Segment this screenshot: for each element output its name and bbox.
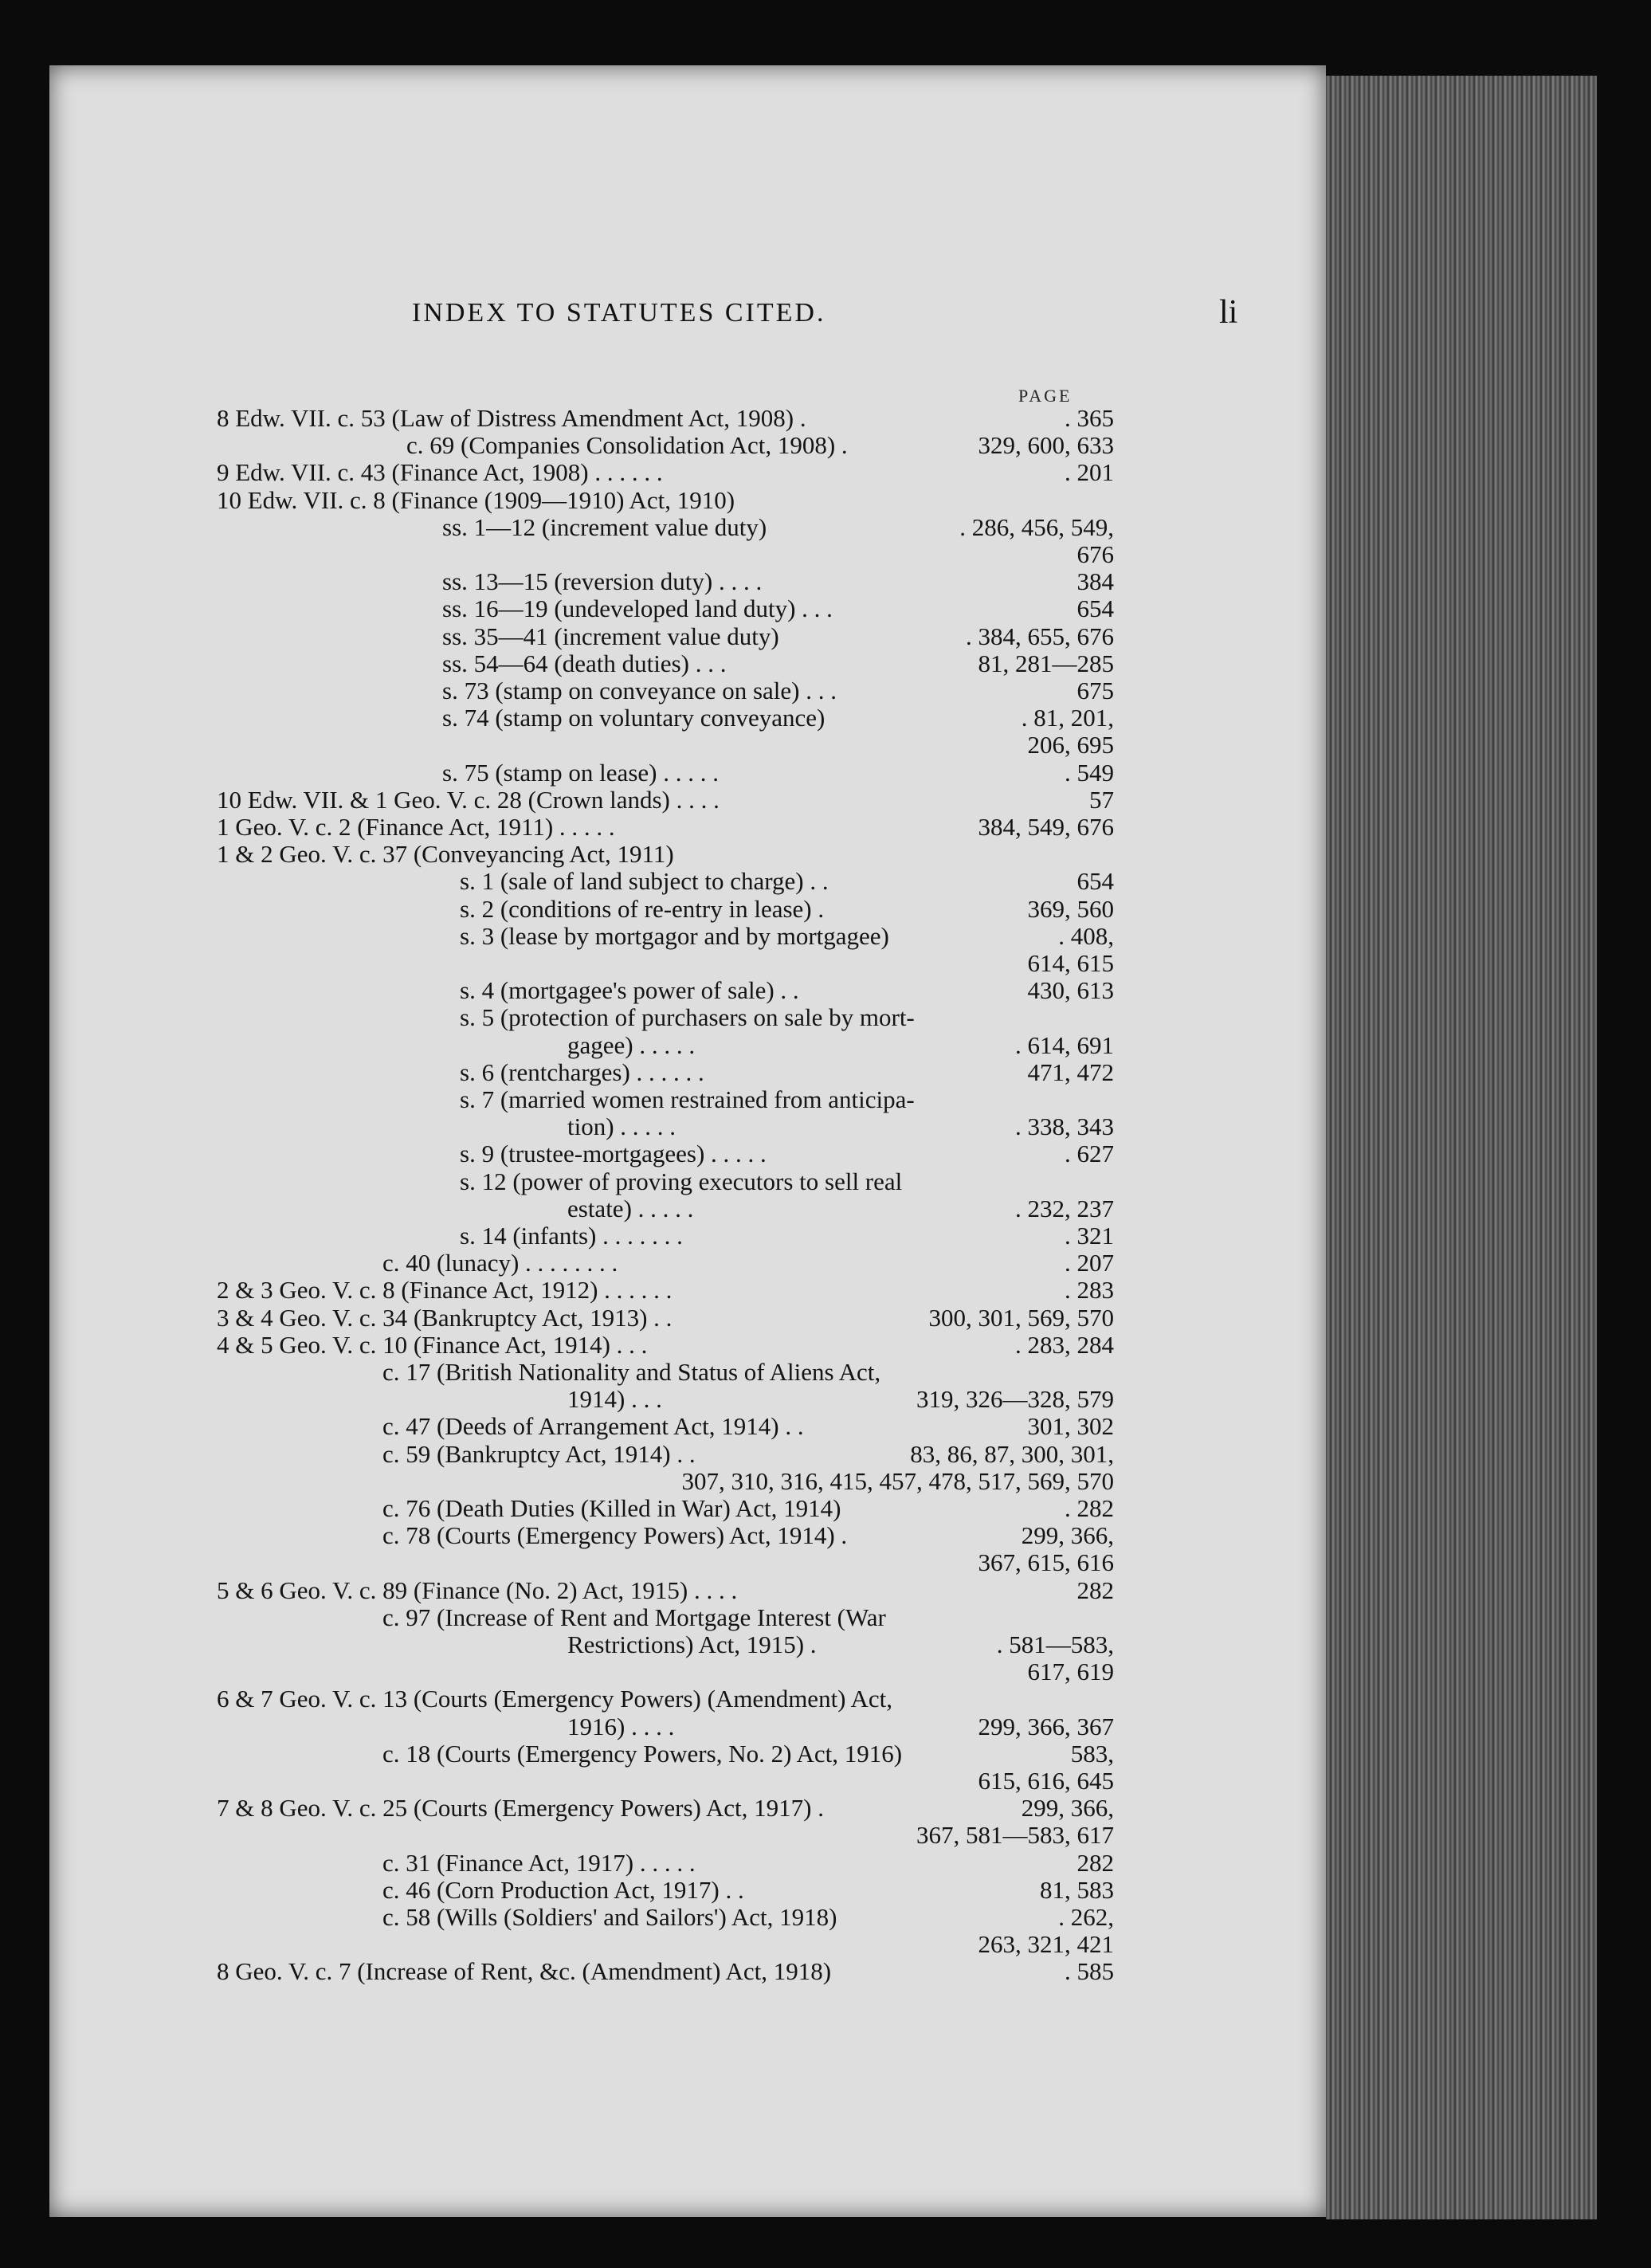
index-entry: 3 & 4 Geo. V. c. 34 (Bankruptcy Act, 1913) . . [217, 1304, 673, 1332]
index-entry: 8 Geo. V. c. 7 (Increase of Rent, &c. (Amendment) Act, 1918) [217, 1957, 832, 1985]
page-references: 614, 615 [1027, 949, 1114, 977]
page-references: . 549 [1065, 759, 1114, 787]
page-references: . 262, [1058, 1903, 1114, 1931]
page-references: . 201 [1065, 458, 1114, 486]
index-entry: 1 Geo. V. c. 2 (Finance Act, 1911) . . . . . [217, 813, 615, 841]
page-references: . 408, [1058, 922, 1114, 950]
index-entry: Restrictions) Act, 1915) . [567, 1630, 817, 1658]
page-references: . 283 [1065, 1276, 1114, 1304]
index-entry: 1 & 2 Geo. V. c. 37 (Conveyancing Act, 1911) [217, 840, 674, 868]
page-references: 369, 560 [1027, 895, 1114, 923]
page-references: . 207 [1065, 1249, 1114, 1277]
page-references: . 384, 655, 676 [966, 622, 1114, 650]
index-entry: ss. 16—19 (undeveloped land duty) . . . [442, 594, 833, 622]
book-page [49, 65, 1326, 2217]
index-entry: c. 31 (Finance Act, 1917) . . . . . [382, 1849, 696, 1877]
index-entry: 5 & 6 Geo. V. c. 89 (Finance (No. 2) Act, 1915) . . . . [217, 1576, 738, 1604]
index-entry: 8 Edw. VII. c. 53 (Law of Distress Amendment Act, 1908) . [217, 404, 806, 432]
index-entry: c. 76 (Death Duties (Killed in War) Act, 1914) [382, 1494, 841, 1522]
index-entry: s. 4 (mortgagee's power of sale) . . [460, 976, 799, 1004]
index-entry: 1914) . . . [567, 1385, 662, 1413]
index-entry: tion) . . . . . [567, 1112, 676, 1140]
index-entry: estate) . . . . . [567, 1195, 694, 1222]
page-references: . 232, 237 [1015, 1195, 1114, 1222]
page-references: . 627 [1065, 1140, 1114, 1167]
index-entry: c. 97 (Increase of Rent and Mortgage Interest (War [382, 1603, 886, 1631]
page-references: 384 [1076, 567, 1114, 595]
page-references: 319, 326—328, 579 [916, 1385, 1114, 1413]
page-references: . 614, 691 [1015, 1031, 1114, 1059]
page-references: 263, 321, 421 [978, 1930, 1114, 1958]
index-entry: 10 Edw. VII. c. 8 (Finance (1909—1910) Act, 1910) [217, 486, 735, 514]
index-entry: 10 Edw. VII. & 1 Geo. V. c. 28 (Crown lands) . . . . [217, 786, 720, 814]
page-references: . 365 [1065, 404, 1114, 432]
page-references: 299, 366, 367 [978, 1713, 1114, 1740]
index-entry: s. 5 (protection of purchasers on sale by mort- [460, 1003, 915, 1031]
index-entry: ss. 1—12 (increment value duty) [442, 513, 767, 541]
page-references: . 81, 201, [1021, 704, 1114, 732]
index-entry: c. 59 (Bankruptcy Act, 1914) . . [382, 1440, 696, 1468]
index-entry: c. 40 (lunacy) . . . . . . . . [382, 1249, 618, 1277]
index-entry: c. 78 (Courts (Emergency Powers) Act, 1914) . [382, 1521, 848, 1549]
page-references: 301, 302 [1027, 1412, 1114, 1440]
page-references: 617, 619 [1027, 1658, 1114, 1685]
index-entry: s. 9 (trustee-mortgagees) . . . . . [460, 1140, 767, 1167]
page-references: 367, 615, 616 [978, 1548, 1114, 1576]
page-references: . 338, 343 [1015, 1112, 1114, 1140]
page-references: 676 [1076, 540, 1114, 568]
index-entry: s. 3 (lease by mortgagor and by mortgagee) [460, 922, 889, 950]
index-entry: ss. 35—41 (increment value duty) [442, 622, 779, 650]
index-entry: 4 & 5 Geo. V. c. 10 (Finance Act, 1914) . . . [217, 1331, 648, 1359]
index-entry: 7 & 8 Geo. V. c. 25 (Courts (Emergency Powers) Act, 1917) . [217, 1794, 824, 1822]
index-entry: s. 74 (stamp on voluntary conveyance) [442, 704, 826, 732]
page-references: 471, 472 [1027, 1058, 1114, 1086]
index-entry: s. 75 (stamp on lease) . . . . . [442, 759, 719, 787]
running-head: INDEX TO STATUTES CITED. [412, 298, 826, 328]
page-references: . 585 [1065, 1957, 1114, 1985]
index-entry: ss. 13—15 (reversion duty) . . . . [442, 567, 763, 595]
page-references: 583, [1070, 1740, 1114, 1768]
page-references: . 321 [1065, 1222, 1114, 1250]
page-references: 384, 549, 676 [978, 813, 1114, 841]
page-references: . 581—583, [996, 1630, 1114, 1658]
page-references: 81, 281—285 [978, 649, 1114, 677]
page-references: 300, 301, 569, 570 [928, 1304, 1114, 1332]
index-entry: s. 14 (infants) . . . . . . . [460, 1222, 683, 1250]
index-entry: s. 2 (conditions of re-entry in lease) . [460, 895, 825, 923]
index-entry: s. 12 (power of proving executors to sell real [460, 1167, 903, 1195]
index-entry: c. 69 (Companies Consolidation Act, 1908) . [406, 431, 848, 459]
index-entry: 1916) . . . . [567, 1713, 675, 1740]
index-entry: s. 7 (married women restrained from anticipa- [460, 1085, 915, 1113]
index-entry: 6 & 7 Geo. V. c. 13 (Courts (Emergency Powers) (Amendment) Act, [217, 1685, 893, 1713]
page-references: 282 [1076, 1576, 1114, 1604]
book-edge [1326, 76, 1597, 2219]
page-references: 299, 366, [1021, 1794, 1114, 1822]
index-entry: 2 & 3 Geo. V. c. 8 (Finance Act, 1912) . . . . . . [217, 1276, 673, 1304]
index-entry: c. 46 (Corn Production Act, 1917) . . [382, 1876, 744, 1904]
page-references: 206, 695 [1027, 731, 1114, 759]
page-references: 675 [1076, 677, 1114, 704]
page-references: 615, 616, 645 [978, 1767, 1114, 1795]
page-references: . 282 [1065, 1494, 1114, 1522]
index-entry: 9 Edw. VII. c. 43 (Finance Act, 1908) . . . . . . [217, 458, 663, 486]
index-entry: c. 17 (British Nationality and Status of Aliens Act, [382, 1358, 881, 1386]
index-entry: c. 47 (Deeds of Arrangement Act, 1914) . . [382, 1412, 804, 1440]
page-references: 654 [1076, 867, 1114, 895]
page-references: 282 [1076, 1849, 1114, 1877]
page-references: . 283, 284 [1015, 1331, 1114, 1359]
page-references: 307, 310, 316, 415, 457, 478, 517, 569, 570 [681, 1467, 1114, 1495]
page-references: 81, 583 [1040, 1876, 1114, 1904]
index-entry: s. 1 (sale of land subject to charge) . . [460, 867, 829, 895]
page-references: 57 [1089, 786, 1114, 814]
index-entry: c. 18 (Courts (Emergency Powers, No. 2) Act, 1916) [382, 1740, 903, 1768]
page-references: 299, 366, [1021, 1521, 1114, 1549]
index-entry: gagee) . . . . . [567, 1031, 696, 1059]
page-column-label: PAGE [1018, 386, 1073, 406]
page-references: 367, 581—583, 617 [916, 1821, 1114, 1849]
page-references: 83, 86, 87, 300, 301, [910, 1440, 1114, 1468]
page-references: . 286, 456, 549, [959, 513, 1114, 541]
page-references: 430, 613 [1027, 976, 1114, 1004]
index-entry: ss. 54—64 (death duties) . . . [442, 649, 727, 677]
index-entry: s. 6 (rentcharges) . . . . . . [460, 1058, 704, 1086]
page-references: 329, 600, 633 [978, 431, 1114, 459]
index-entry: s. 73 (stamp on conveyance on sale) . . . [442, 677, 837, 704]
index-entry: c. 58 (Wills (Soldiers' and Sailors') Act, 1918) [382, 1903, 837, 1931]
page-number: li [1219, 294, 1238, 331]
page-references: 654 [1076, 594, 1114, 622]
